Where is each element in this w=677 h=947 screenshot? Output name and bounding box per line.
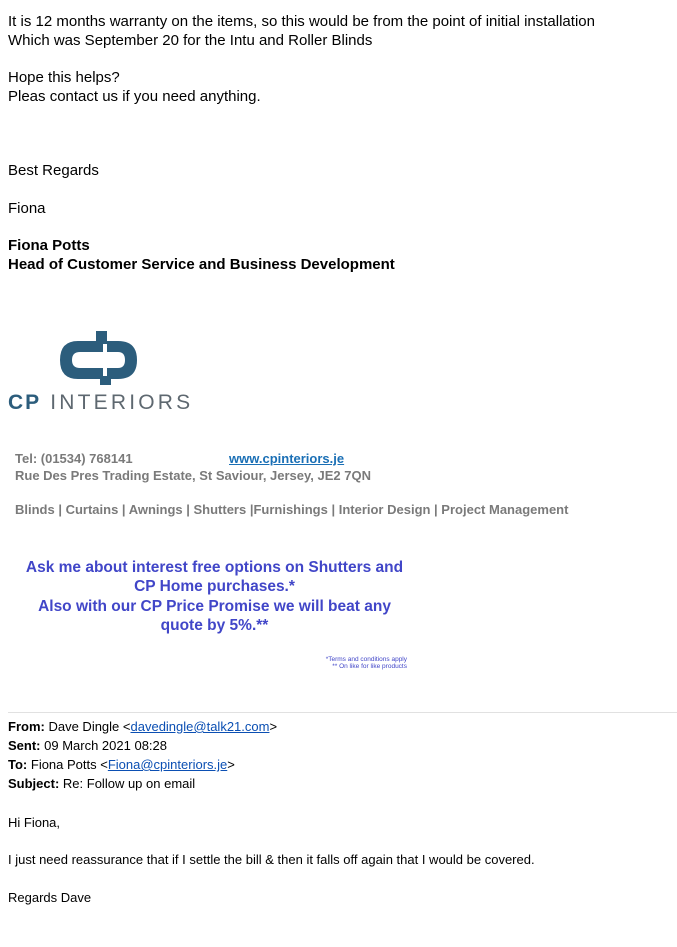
promo-line-2: CP Home purchases.* bbox=[134, 578, 295, 595]
signature-name: Fiona Potts bbox=[8, 237, 90, 254]
email-divider bbox=[8, 712, 677, 713]
address: Rue Des Pres Trading Estate, St Saviour, Jersey, JE2 7QN bbox=[15, 468, 371, 483]
to-email-link[interactable]: Fiona@cpinteriors.je bbox=[107, 757, 228, 772]
website-link-wrapper bbox=[229, 451, 344, 466]
from-name: Dave Dingle < bbox=[48, 719, 131, 734]
reply-line-2: Which was September 20 for the Intu and Roller Blinds bbox=[8, 32, 373, 49]
logo-wordmark bbox=[8, 391, 193, 415]
subject-label: Subject: bbox=[8, 776, 60, 791]
services-list: Blinds | Curtains | Awnings | Shutters |Furnishings | Interior Design | Project Management bbox=[15, 502, 569, 517]
from-label: From: bbox=[8, 719, 45, 734]
to-close: > bbox=[227, 757, 235, 772]
promo-line-3: Also with our CP Price Promise we will beat any bbox=[38, 598, 391, 615]
reply-line-3: Hope this helps? bbox=[8, 69, 120, 86]
to-row bbox=[8, 756, 235, 774]
terms-line-2: ** On like for like products bbox=[332, 663, 407, 670]
from-close: > bbox=[269, 719, 278, 734]
from-row bbox=[8, 718, 277, 736]
first-name: Fiona bbox=[8, 200, 46, 217]
reply-line-4: Pleas contact us if you need anything. bbox=[8, 88, 261, 105]
sent-label: Sent: bbox=[8, 738, 41, 753]
promo-line-1: Ask me about interest free options on Shutters and bbox=[25, 559, 404, 576]
from-email-link[interactable]: davedingle@talk21.com bbox=[130, 719, 270, 734]
sent-value: 09 March 2021 08:28 bbox=[44, 738, 167, 753]
sent-row bbox=[8, 737, 167, 755]
to-label: To: bbox=[8, 757, 28, 772]
to-name: Fiona Potts < bbox=[30, 757, 108, 772]
subject-row bbox=[8, 775, 195, 793]
message-body: I just need reassurance that if I settle the bill & then it falls off again that I would be covered. bbox=[8, 852, 535, 867]
promo-line-4: quote by 5%.** bbox=[160, 617, 269, 634]
logo-wordmark-interiors: INTERIORS bbox=[50, 391, 194, 414]
subject-value: Re: Follow up on email bbox=[62, 776, 196, 791]
terms-line-1: *Terms and conditions apply bbox=[325, 656, 407, 663]
signoff: Regards Dave bbox=[8, 890, 92, 905]
closing: Best Regards bbox=[8, 162, 99, 179]
reply-line-1: It is 12 months warranty on the items, so this would be from the point of initial installation bbox=[8, 13, 595, 30]
tel-number: Tel: (01534) 768141 bbox=[15, 451, 133, 466]
signature-title: Head of Customer Service and Business Development bbox=[8, 256, 395, 273]
logo-wordmark-cp: CP bbox=[8, 391, 42, 414]
website-link[interactable]: www.cpinteriors.je bbox=[229, 451, 345, 466]
greeting: Hi Fiona, bbox=[8, 815, 61, 830]
